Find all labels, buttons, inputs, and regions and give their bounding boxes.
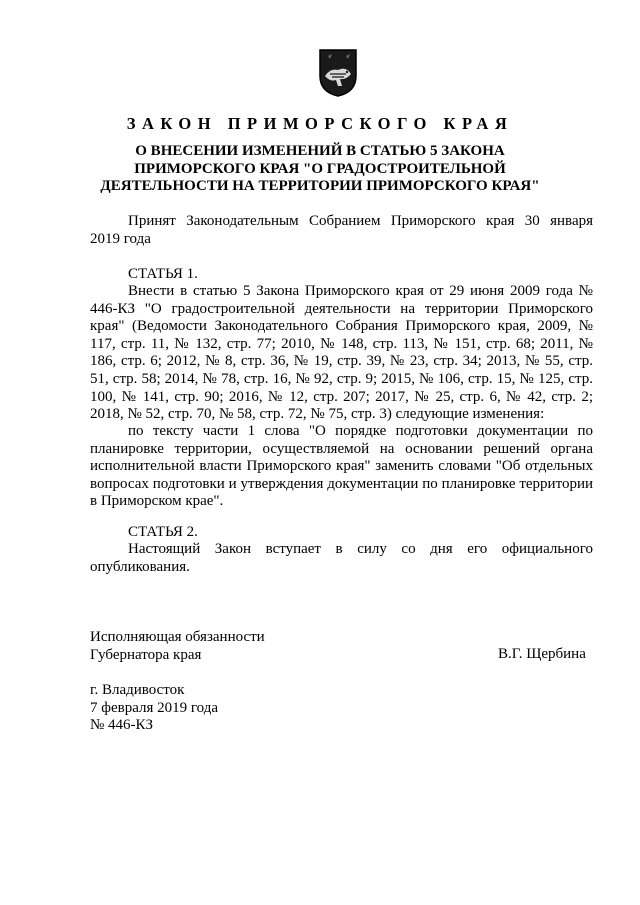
article-1-title: СТАТЬЯ 1. (128, 266, 198, 282)
signatory-position-line: Исполняющая обязанности (90, 629, 265, 645)
footer-date: 7 февраля 2019 года (90, 699, 219, 716)
subtitle-line: О ВНЕСЕНИИ ИЗМЕНЕНИЙ В СТАТЬЮ 5 ЗАКОНА (135, 143, 505, 159)
document-footer (90, 682, 218, 735)
adoption-note (90, 213, 593, 248)
article-2-title: СТАТЬЯ 2. (128, 524, 198, 540)
signatory-position (90, 629, 265, 664)
law-subtitle (90, 143, 550, 196)
coat-of-arms-icon (316, 46, 360, 98)
adoption-line: Принят Законодательным Собранием Приморского края 30 января (128, 213, 593, 229)
article-2-text: Настоящий Закон вступает в силу со дня его официального опубликования. (90, 541, 593, 575)
signatory-position-line: Губернатора края (90, 646, 202, 663)
footer-number: № 446-КЗ (90, 717, 154, 734)
law-title: ЗАКОН ПРИМОРСКОГО КРАЯ (126, 114, 514, 133)
signatory-name: В.Г. Щербина (498, 646, 586, 662)
subtitle-line: ПРИМОРСКОГО КРАЯ "О ГРАДОСТРОИТЕЛЬНОЙ (134, 160, 506, 177)
footer-city: г. Владивосток (90, 682, 185, 698)
article-1-text: Внести в статью 5 Закона Приморского края от 29 июня 2009 года № 446-КЗ "О градостроительной деятельности на территории Приморского края" (Ведомости Законодательного Собрания Приморского края, 2009, № 117, стр. 11, № 132, стр. 77; 2010, № 148, стр. 113, № 151, стр. 68; 2011, № 186, стр. 6; 2012, № 8, стр. 36, № 19, стр. 39, № 23, стр. 34; 2013, № 55, стр. 51, стр. 58; 2014, № 78, стр. 16, № 92, стр. 9; 2015, № 106, стр. 15, № 125, стр. 100, № 141, стр. 90; 2016, № 12, стр. 207; 2017, № 25, стр. 6, № 42, стр. 2; 2018, № 52, стр. 70, № 58, стр. 72, № 75, стр. 3) следующие изменения: (90, 283, 593, 423)
article-1-item: по тексту части 1 слова "О порядке подготовки документации по планировке территории, осуществляемой на основании решений органа исполнительной власти Приморского края" заменить словами "Об отдельных вопросах подготовки и утверждения документации по планировке территории в Приморском крае". (90, 423, 593, 510)
subtitle-line: ДЕЯТЕЛЬНОСТИ НА ТЕРРИТОРИИ ПРИМОРСКОГО КРАЯ" (100, 178, 540, 194)
adoption-line: 2019 года (90, 230, 151, 247)
